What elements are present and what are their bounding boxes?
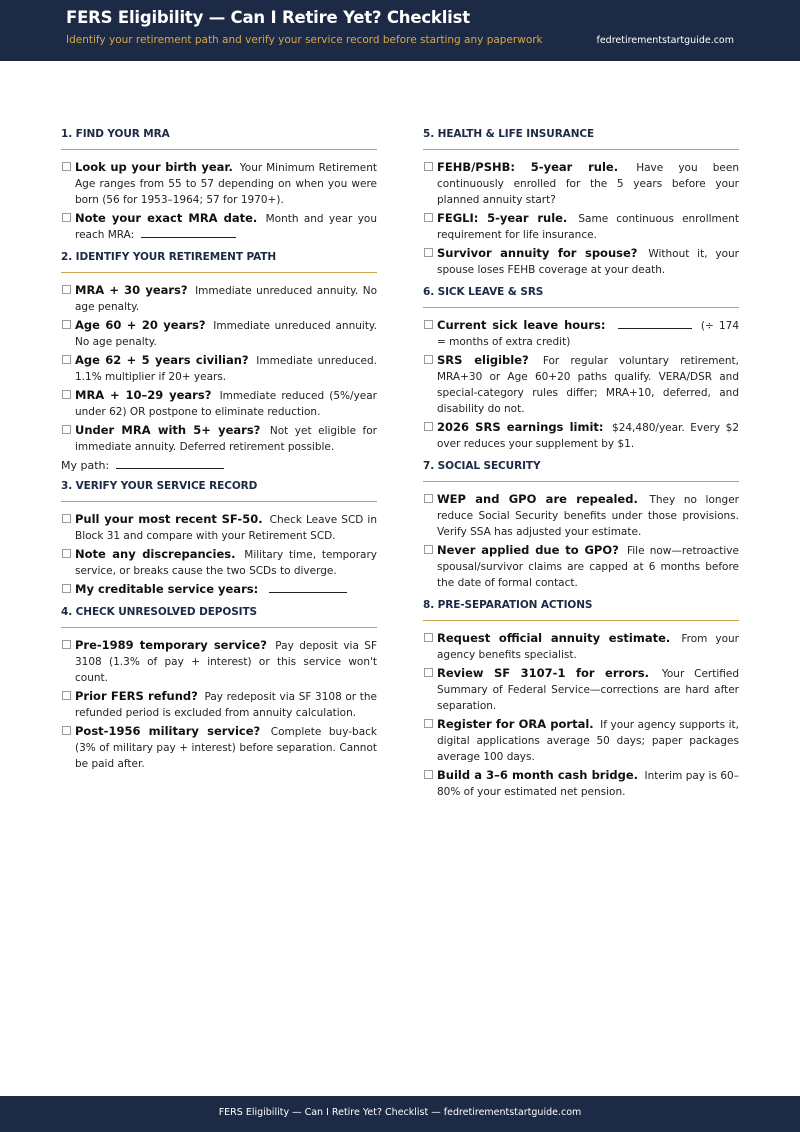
item-text: They no longer reduce Social Security benefits under those provisions. Verify SSA has adjusted your estimate.: [437, 494, 739, 538]
checklist-item: [423, 630, 739, 663]
section-title: 5. HEALTH & LIFE INSURANCE: [423, 128, 739, 150]
checklist-item: [423, 419, 739, 452]
item-lead: Survivor annuity for spouse?: [437, 246, 638, 260]
item-text: (÷ 174 = months of extra credit): [437, 320, 740, 348]
checkbox[interactable]: [62, 514, 71, 523]
item-lead: Look up your birth year.: [75, 160, 233, 174]
checklist-item: [61, 422, 377, 455]
item-lead: Note any discrepancies.: [75, 547, 236, 561]
item-lead: Pull your most recent SF-50.: [75, 512, 263, 526]
page-header: [0, 0, 800, 61]
item-lead: Review SF 3107-1 for errors.: [437, 666, 649, 680]
checkbox[interactable]: [424, 320, 433, 329]
item-text: Have you been continuously enrolled for the 5 years before your planned annuity start?: [437, 162, 739, 206]
checklist-item: [61, 688, 377, 721]
checkbox[interactable]: [424, 213, 433, 222]
checklist-item: [423, 352, 739, 417]
checkbox[interactable]: [62, 355, 71, 364]
checkbox[interactable]: [424, 668, 433, 677]
item-lead: Age 62 + 5 years civilian?: [75, 353, 249, 367]
section-retirement-path: [61, 251, 377, 472]
checklist-item: [61, 723, 377, 772]
item-lead: Age 60 + 20 years?: [75, 318, 206, 332]
checklist-item: [423, 491, 739, 540]
checklist-item: [61, 317, 377, 350]
item-lead: FEGLI: 5-year rule.: [437, 211, 568, 225]
section-title: 7. SOCIAL SECURITY: [423, 460, 739, 482]
checkbox[interactable]: [424, 719, 433, 728]
checkbox[interactable]: [62, 425, 71, 434]
section-service-record: [61, 480, 377, 598]
checklist-item: [423, 542, 739, 591]
service-years-blank[interactable]: [269, 583, 347, 593]
checkbox[interactable]: [424, 355, 433, 364]
page-subtitle: Identify your retirement path and verify your service record before starting any paperwork: [66, 34, 543, 46]
left-column: [61, 128, 377, 780]
checklist-item: [61, 637, 377, 686]
checklist-item: [61, 282, 377, 315]
checklist-item: [61, 511, 377, 544]
checklist-item: [61, 581, 377, 598]
item-lead: FEHB/PSHB: 5-year rule.: [437, 160, 619, 174]
item-text: Without it, your spouse loses FEHB coverage at your death.: [437, 248, 739, 276]
item-lead: MRA + 30 years?: [75, 283, 188, 297]
item-text: Complete buy-back (3% of military pay + interest) before separation. Cannot be paid after.: [75, 726, 377, 770]
section-unresolved-deposits: [61, 606, 377, 772]
footer-text: FERS Eligibility — Can I Retire Yet? Checklist — fedretirementstartguide.com: [218, 1107, 582, 1118]
item-lead: Build a 3–6 month cash bridge.: [437, 768, 639, 782]
my-path-blank[interactable]: [116, 459, 224, 469]
checkbox[interactable]: [424, 248, 433, 257]
checkbox[interactable]: [424, 494, 433, 503]
item-text: Military time, temporary service, or breaks cause the two SCDs to diverge.: [75, 549, 378, 577]
section-title: 6. SICK LEAVE & SRS: [423, 286, 739, 308]
item-lead: Prior FERS refund?: [75, 689, 198, 703]
item-lead: Request official annuity estimate.: [437, 631, 671, 645]
item-text: Immediate reduced (5%/year under 62) OR postpone to eliminate reduction.: [75, 390, 378, 418]
item-text: Interim pay is 60–80% of your estimated net pension.: [437, 770, 739, 798]
item-text: Not yet eligible for immediate annuity. Deferred retirement possible.: [75, 425, 377, 453]
item-lead: Pre-1989 temporary service?: [75, 638, 267, 652]
item-lead: WEP and GPO are repealed.: [437, 492, 638, 506]
item-lead: Current sick leave hours:: [437, 318, 606, 332]
item-text: Check Leave SCD in Block 31 and compare with your Retirement SCD.: [75, 514, 377, 542]
section-title: 8. PRE-SEPARATION ACTIONS: [423, 599, 739, 621]
checklist-item: [61, 210, 377, 243]
section-sick-leave-srs: [423, 286, 739, 452]
checkbox[interactable]: [424, 633, 433, 642]
my-path-label: My path:: [61, 459, 110, 472]
checkbox[interactable]: [62, 213, 71, 222]
checklist-item: [423, 317, 739, 350]
checklist-item: [423, 159, 739, 208]
checkbox[interactable]: [62, 691, 71, 700]
right-column: [423, 128, 739, 808]
checkbox[interactable]: [62, 640, 71, 649]
checkbox[interactable]: [424, 770, 433, 779]
checklist-item: [423, 245, 739, 278]
checklist-item: [423, 665, 739, 714]
item-text: From your agency benefits specialist.: [437, 633, 739, 661]
item-text: Immediate unreduced annuity. No age penalty.: [75, 320, 377, 348]
checklist-item: [423, 716, 739, 765]
checkbox[interactable]: [424, 422, 433, 431]
item-lead: Register for ORA portal.: [437, 717, 594, 731]
sick-leave-hours-blank[interactable]: [618, 319, 692, 329]
section-title: 2. IDENTIFY YOUR RETIREMENT PATH: [61, 251, 377, 273]
checklist-item: [61, 387, 377, 420]
section-find-mra: [61, 128, 377, 243]
item-text: Pay redeposit via SF 3108 or the refunded period is excluded from annuity calculation.: [75, 691, 377, 719]
section-title: 3. VERIFY YOUR SERVICE RECORD: [61, 480, 377, 502]
page-title: FERS Eligibility — Can I Retire Yet? Checklist: [66, 8, 470, 27]
item-text: If your agency supports it, digital applications average 50 days; paper packages average 100 days.: [437, 719, 739, 763]
section-health-life-insurance: [423, 128, 739, 278]
item-lead: Note your exact MRA date.: [75, 211, 258, 225]
item-text: $24,480/year. Every $2 over reduces your supplement by $1.: [437, 422, 739, 450]
checklist-item: [423, 210, 739, 243]
item-text: Immediate unreduced annuity. No age penalty.: [75, 285, 377, 313]
page-footer: [0, 1096, 800, 1132]
item-lead: MRA + 10–29 years?: [75, 388, 212, 402]
checkbox[interactable]: [62, 726, 71, 735]
checklist-item: [61, 546, 377, 579]
item-text: For regular voluntary retirement, MRA+30 or Age 60+20 paths qualify. VERA/DSR and special-category rules differ; MRA+10, deferred, and disability do not.: [437, 355, 740, 415]
item-lead: 2026 SRS earnings limit:: [437, 420, 604, 434]
item-lead: SRS eligible?: [437, 353, 529, 367]
item-text: Your Minimum Retirement Age ranges from 55 to 57 depending on when you were born (56 for 1953–1964; 57 for 1970+).: [75, 162, 378, 206]
checklist-item: [61, 159, 377, 208]
item-lead: Under MRA with 5+ years?: [75, 423, 261, 437]
item-lead: Post-1956 military service?: [75, 724, 261, 738]
checkbox[interactable]: [62, 549, 71, 558]
section-pre-separation-actions: [423, 599, 739, 800]
section-title: 4. CHECK UNRESOLVED DEPOSITS: [61, 606, 377, 628]
checklist-item: [61, 352, 377, 385]
item-text: Pay deposit via SF 3108 (1.3% of pay + interest) or this service won't count.: [75, 640, 377, 684]
item-lead: My creditable service years:: [75, 582, 259, 596]
section-title: 1. FIND YOUR MRA: [61, 128, 377, 150]
checkbox[interactable]: [62, 162, 71, 171]
checkbox[interactable]: [424, 162, 433, 171]
item-text: Immediate unreduced. 1.1% multiplier if 20+ years.: [75, 355, 377, 383]
mra-date-blank[interactable]: [141, 228, 236, 238]
checkbox[interactable]: [62, 285, 71, 294]
item-text: Month and year you reach MRA:: [75, 213, 377, 241]
checkbox[interactable]: [62, 390, 71, 399]
site-url: fedretirementstartguide.com: [596, 35, 734, 46]
item-text: Same continuous enrollment requirement for life insurance.: [437, 213, 739, 241]
checkbox[interactable]: [424, 545, 433, 554]
checkbox[interactable]: [62, 320, 71, 329]
section-social-security: [423, 460, 739, 591]
checklist-item: [423, 767, 739, 800]
item-text: Your Certified Summary of Federal Service—corrections are hard after separation.: [437, 668, 740, 712]
item-lead: Never applied due to GPO?: [437, 543, 619, 557]
checkbox[interactable]: [62, 584, 71, 593]
my-path-field: [61, 459, 377, 472]
item-text: File now—retroactive spousal/survivor claims are capped at 6 months before the date of formal contact.: [437, 545, 739, 589]
